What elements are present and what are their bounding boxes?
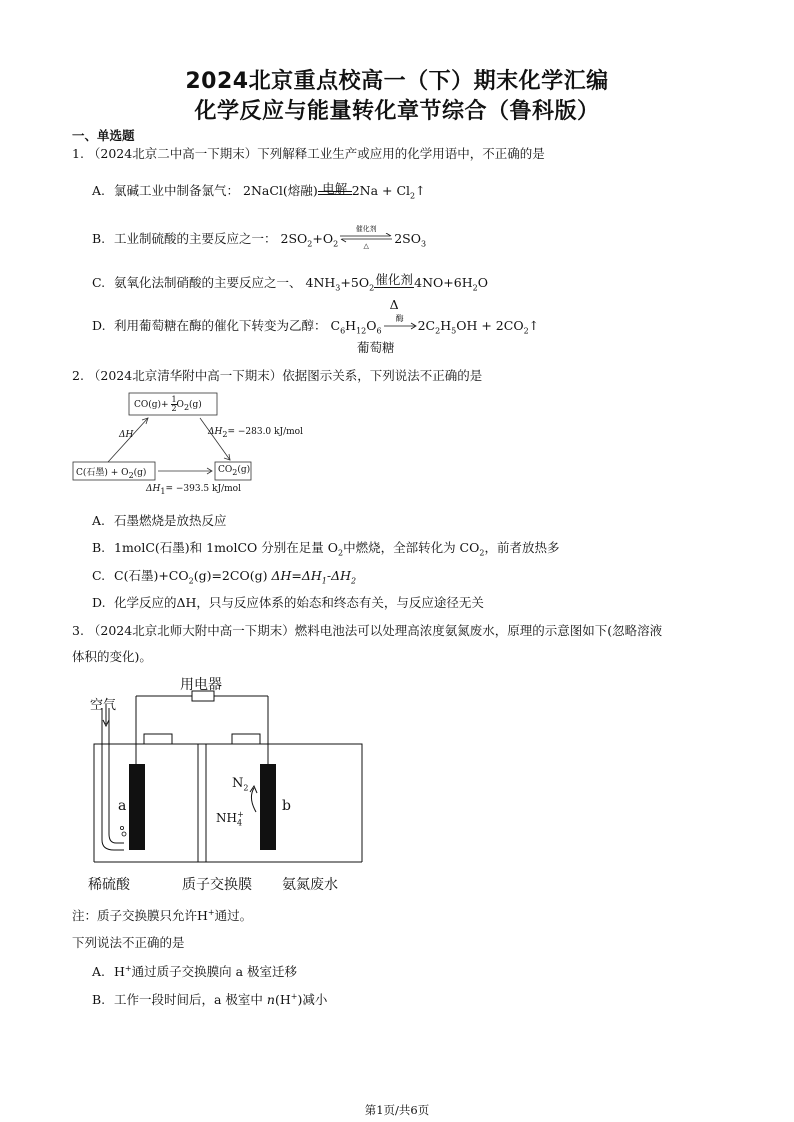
electrode-b [260,764,276,850]
fuel-cell-drawing [72,672,372,900]
q1-option-d-glucose-label: 葡萄糖 [357,340,395,355]
question-3-stem-line2: 体积的变化)。 [72,649,152,664]
q1-option-d: D. 利用葡萄糖在酶的催化下转变为乙醇： $C_6H_{12}O_6$ 酶 $2C_2H_5OH$ + $2CO_2↑$ [92,314,540,336]
electrode-a-label: a [118,798,127,814]
delta-h-label: ΔH [119,430,134,440]
page-footer: 第1页/共6页 [364,1103,430,1117]
q3-note: 注：质子交换膜只允许H+通过。 [72,907,253,923]
q2-option-b: B. 1molC(石墨)和 1molCO 分别在足量 $O_2$中燃烧，全部转化为 $CO_2$，前者放热多 [92,540,560,558]
q2-option-c: C. C(石墨)$+CO_2(g)=2CO(g)$ $\Delta H=\Delta H_1-\Delta H_2$ [92,568,357,586]
question-1-stem: 1. （2024北京二中高一下期末）下列解释工业生产或应用的化学用语中，不正确的是 [72,146,545,161]
section-heading: 一、单选题 [72,128,135,143]
electrode-b-label: b [282,798,291,814]
delta-h1-label: $\Delta H_1= -393.5$ kJ/mol [146,484,241,496]
doc-title-line2: 化学反应与能量转化章节综合（鲁科版） [194,99,600,124]
delta-h2-label: $\Delta H_2= -283.0$ kJ/mol [208,427,303,439]
q2-option-a: A. 石墨燃烧是放热反应 [92,513,227,528]
appliance-label: 用电器 [180,677,222,693]
left-box-label: C(石墨) + $O_2(g)$ [76,468,147,480]
proton-exchange-membrane-label: 质子交换膜 [182,877,252,893]
n2-label: $N_2$ [232,776,249,793]
q2-option-d: D. 化学反应的ΔH，只与反应体系的始态和终态有关，与反应途径无关 [92,595,484,610]
question-3-stem-line1: 3. （2024北京北师大附中高一下期末）燃料电池法可以处理高浓度氨氮废水，原理的示意图如下(忽略溶液 [72,623,663,638]
enthalpy-cycle-diagram [72,390,303,498]
dilute-sulfuric-acid-label: 稀硫酸 [88,877,130,893]
doc-title-line1: 2024北京重点校高一（下）期末化学汇编 [185,69,609,94]
question-2-stem: 2. （2024北京清华附中高一下期末）依据图示关系，下列说法不正确的是 [72,368,483,383]
top-box-label: CO(g)+ $\frac{1}{2}$ $O_2(g)$ [134,395,202,413]
q1-option-b: B. 工业制硫酸的主要反应之一： $2SO_2+O_2$ 催化剂 △ $2SO_3$ [92,225,427,250]
air-label: 空气 [90,698,117,713]
electrode-a [129,764,145,850]
q1-option-c: C. 氨氧化法制硝酸的主要反应之一、 $4NH_3+5O_2$ 催化剂 Δ $4NO+6H_2O$ [92,272,488,312]
nh4-label: $NH_4^+$ [216,810,244,828]
fuel-cell-diagram [72,672,372,900]
q3-option-a: A. H+通过质子交换膜向 a 极室迁移 [92,963,298,979]
q3-prompt: 下列说法不正确的是 [72,935,185,950]
right-box-label: $CO_2(g)$ [218,465,251,477]
q3-option-b: B. 工作一段时间后，a 极室中 n(H+)减小 [92,991,328,1007]
q1-option-a: A. 氯碱工业中制备氯气： 2NaCl(熔融) 电解 $2Na + Cl_2↑$ [92,181,426,201]
ammonia-wastewater-label: 氨氮废水 [282,877,338,893]
